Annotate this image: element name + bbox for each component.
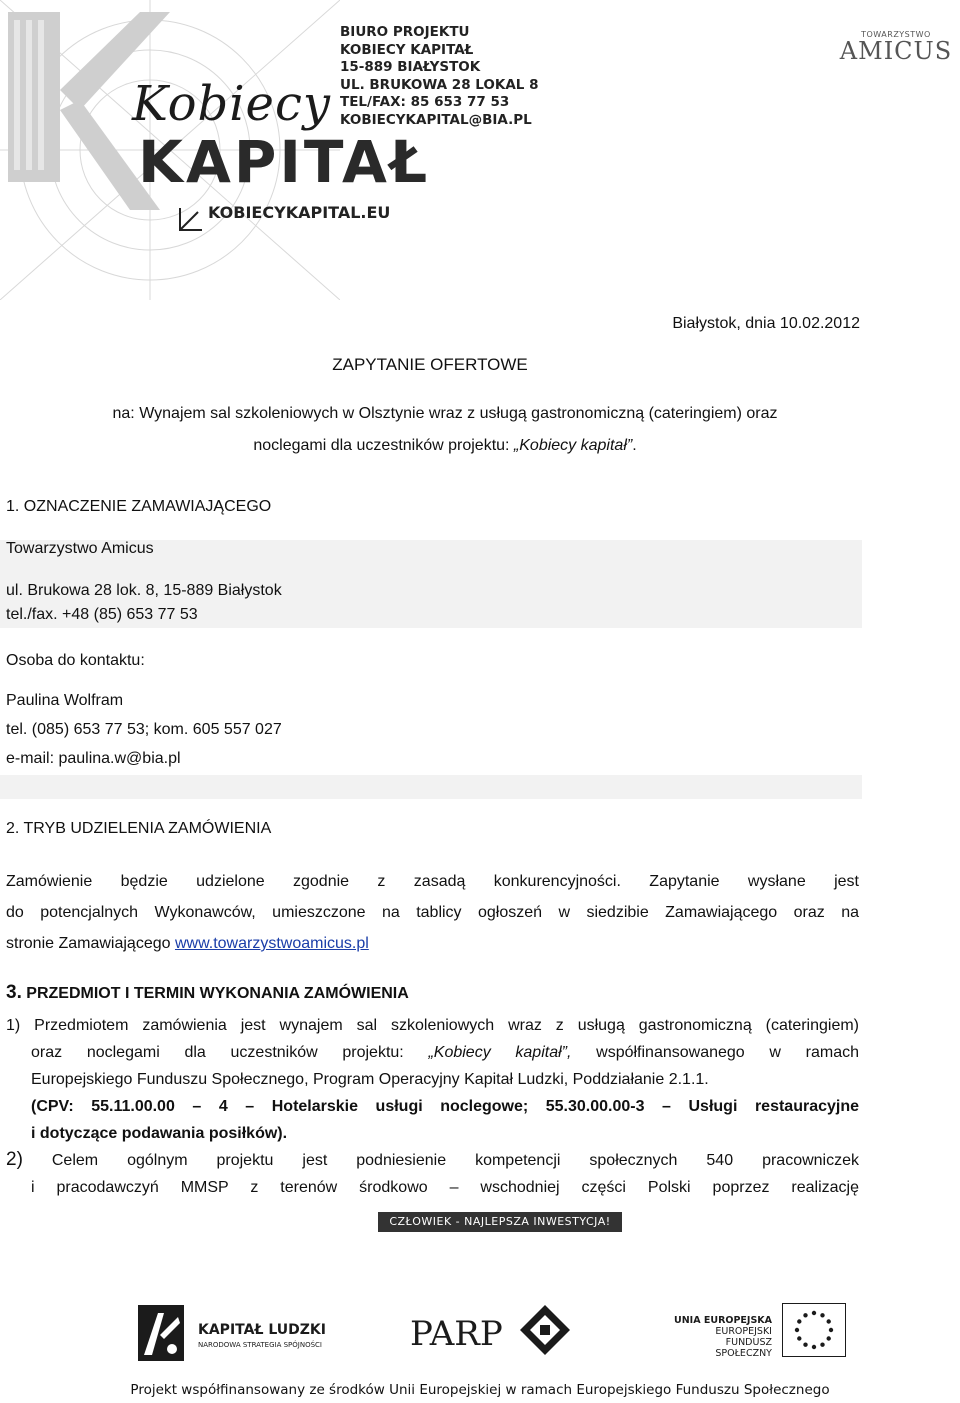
office-line: 15-889 BIAŁYSTOK — [340, 59, 481, 75]
list-item-2 — [6, 1146, 859, 1201]
website-link[interactable]: www.towarzystwoamicus.pl — [174, 935, 369, 952]
project-name: „Kobiecy kapitał”, — [428, 1044, 572, 1061]
kapital-ludzki-title: KAPITAŁ LUDZKI — [198, 1322, 326, 1338]
office-line: KOBIECY KAPITAŁ — [340, 41, 474, 58]
list-line: 1) Przedmiotem zamówienia jest wynajem sal szkoleniowych wraz z usługą gastronomiczną (cateringiem) — [6, 1017, 859, 1034]
document-subject — [30, 398, 860, 462]
document-date: Białystok, dnia 10.02.2012 — [672, 315, 860, 332]
org-name: Towarzystwo Amicus — [6, 540, 154, 557]
kapital-ludzki-subtitle: NARODOWA STRATEGIA SPÓJNOŚCI — [198, 1341, 322, 1349]
cpv-codes: i dotyczące podawania posiłków). — [31, 1125, 288, 1142]
section-title: PRZEDMIOT I TERMIN WYKONANIA ZAMÓWIENIA — [21, 985, 409, 1002]
section-2-heading: 2. TRYB UDZIELENIA ZAMÓWIENIA — [6, 820, 272, 837]
section-1-heading: 1. OZNACZENIE ZAMAWIAJĄCEGO — [6, 498, 272, 515]
list-item-1 — [6, 1012, 859, 1147]
list-line: i pracodawczyń MMSP z terenów środkowo – wschodniej części Polski poprzez realizację — [31, 1179, 859, 1196]
office-line: KOBIECYKAPITAL@BIA.PL — [340, 111, 532, 128]
subject-text: . — [632, 437, 637, 454]
eu-line: UNIA EUROPEJSKA — [674, 1315, 772, 1326]
parp-logo-text: PARP — [410, 1314, 503, 1354]
logo-arrow-icon — [176, 206, 204, 234]
office-line: UL. BRUKOWA 28 LOKAL 8 — [340, 76, 539, 93]
section-3-heading — [6, 982, 409, 1004]
project-name: „Kobiecy kapitał” — [513, 437, 633, 454]
org-address: ul. Brukowa 28 lok. 8, 15-889 Białystok — [6, 582, 282, 599]
contact-phone: tel. (085) 653 77 53; kom. 605 557 027 — [6, 721, 282, 738]
list-line — [6, 1146, 859, 1174]
kapital-ludzki-emblem-icon — [138, 1305, 184, 1361]
contact-email: e-mail: paulina.w@bia.pl — [6, 750, 181, 767]
amicus-logo-big: AMICUS — [839, 37, 953, 65]
eu-star-icon — [820, 1313, 824, 1317]
list-number: 2) — [6, 1149, 23, 1170]
subject-text: noclegami dla uczestników projektu: — [253, 437, 514, 454]
eu-star-icon — [820, 1343, 824, 1347]
eu-star-icon — [803, 1313, 807, 1317]
section-2-paragraph — [6, 866, 859, 959]
cofinancing-note: Projekt współfinansowany ze środków Unii Europejskiej w ramach Europejskiego Funduszu Społecznego — [130, 1382, 830, 1398]
logo-kapital-wordmark: KAPITAŁ — [138, 128, 431, 196]
separator-shade — [0, 775, 862, 799]
eu-star-icon — [827, 1319, 831, 1323]
list-line: Europejskiego Funduszu Społecznego, Program Operacyjny Kapitał Ludzki, Poddziałanie 2.1.1. — [31, 1071, 709, 1088]
project-office-address — [340, 24, 539, 129]
logo-kobiecy-script: Kobiecy — [132, 76, 331, 132]
eu-star-icon — [827, 1336, 831, 1340]
office-line: BIURO PROJEKTU — [340, 24, 470, 40]
slogan-banner: CZŁOWIEK - NAJLEPSZA INWESTYCJA! — [378, 1212, 622, 1232]
contact-name: Paulina Wolfram — [6, 692, 124, 709]
logo-website: KOBIECYKAPITAL.EU — [208, 203, 391, 222]
eu-line: EUROPEJSKI — [715, 1326, 772, 1337]
eu-line: FUNDUSZ SPOŁECZNY — [715, 1337, 772, 1359]
eu-logo-text — [668, 1315, 772, 1359]
org-phone: tel./fax. +48 (85) 653 77 53 — [6, 606, 198, 623]
section-number: 3. — [6, 982, 22, 1003]
subject-line — [30, 430, 860, 462]
eu-star-icon — [812, 1345, 816, 1349]
amicus-logo-small: TOWARZYSTWO — [861, 30, 931, 39]
eu-star-icon — [797, 1336, 801, 1340]
paragraph-line: Zamówienie będzie udzielone zgodnie z zasadą konkurencyjności. Zapytanie wysłane jest — [6, 873, 859, 890]
subject-line: na: Wynajem sal szkoleniowych w Olsztynie wraz z usługą gastronomiczną (cateringiem) oraz — [112, 405, 778, 422]
list-text: Celem ogólnym projektu jest podniesienie kompetencji społecznych 540 pracowniczek — [22, 1152, 859, 1169]
list-text: współfinansowanego w ramach — [571, 1044, 860, 1061]
document-title: ZAPYTANIE OFERTOWE — [332, 355, 528, 374]
office-line: TEL/FAX: 85 653 77 53 — [340, 94, 510, 110]
eu-star-icon — [797, 1319, 801, 1323]
list-text: oraz noclegami dla uczestników projektu: — [31, 1044, 429, 1061]
paragraph-text: stronie Zamawiającego — [6, 935, 175, 952]
list-line — [6, 1039, 859, 1066]
eu-star-icon — [829, 1328, 833, 1332]
eu-star-icon — [795, 1328, 799, 1332]
contact-label: Osoba do kontaktu: — [6, 652, 145, 669]
eu-flag-icon — [782, 1303, 846, 1357]
parp-logo-icon — [518, 1303, 572, 1357]
amicus-logo — [838, 30, 954, 65]
eu-star-icon — [803, 1343, 807, 1347]
paragraph-line: do potencjalnych Wykonawców, umieszczone na tablicy ogłoszeń w siedzibie Zamawiającego oraz na — [6, 904, 859, 921]
paragraph-line — [6, 928, 859, 959]
cpv-codes: (CPV: 55.11.00.00 – 4 – Hotelarskie usługi noclegowe; 55.30.00.00-3 – Usługi restauracyjne — [31, 1098, 859, 1115]
eu-star-icon — [812, 1311, 816, 1315]
